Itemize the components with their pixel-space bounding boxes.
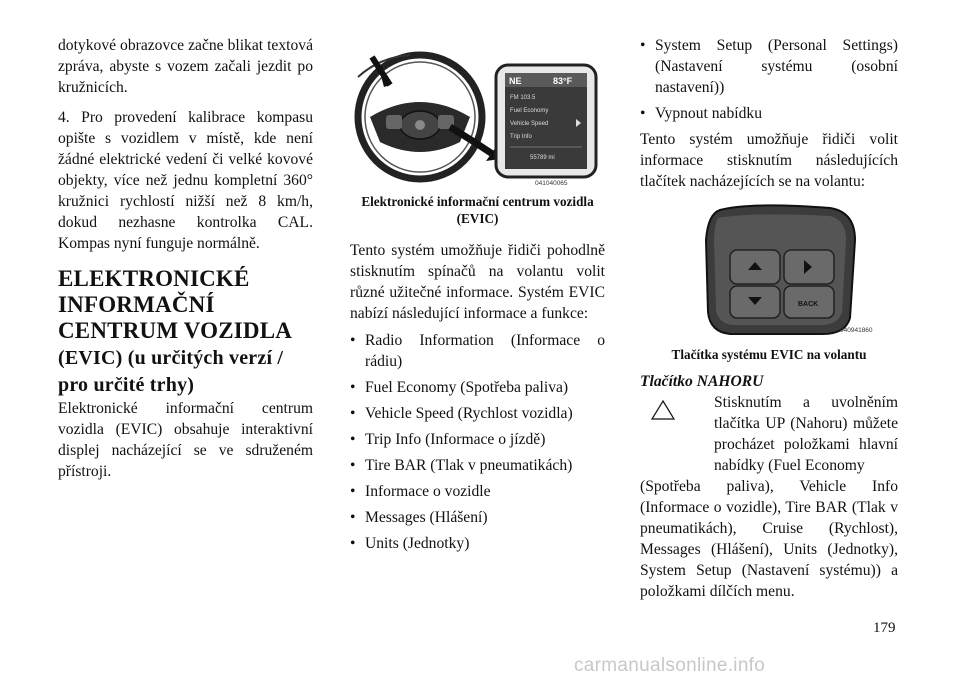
heading-line-3: CENTRUM VOZIDLA bbox=[58, 318, 293, 343]
paragraph-up-button-continued: (Spotřeba paliva), Vehicle Info (Informace o vozidle), Tire BAR (Tlak v pneumatikách), Cruise (Rychlost), Messages (Hlášení), Units (Jednotky), System Setup (Nastavení systému)) a položkami dílčích menu. bbox=[640, 478, 898, 600]
right-column bbox=[640, 0, 898, 602]
display-item-3: Vehicle Speed bbox=[510, 121, 549, 127]
evic-info-list-continued bbox=[640, 35, 898, 124]
subsection-heading: Tlačítko NAHORU bbox=[640, 373, 764, 390]
list-item: • Tire BAR (Tlak v pneumatikách) bbox=[350, 455, 605, 476]
display-temp: 83°F bbox=[553, 76, 573, 86]
display-odometer: 55789 mi bbox=[530, 155, 555, 161]
page-number: 179 bbox=[873, 620, 896, 636]
evic-info-list bbox=[350, 330, 605, 554]
section-heading bbox=[58, 266, 313, 398]
display-item-4: Trip Info bbox=[510, 134, 532, 140]
up-triangle-icon bbox=[650, 399, 676, 421]
figure-caption: Elektronické informační centrum vozidla (EVIC) bbox=[361, 194, 594, 226]
figure-caption: Tlačítka systému EVIC na volantu bbox=[671, 347, 867, 362]
list-item: • Informace o vozidle bbox=[350, 481, 605, 502]
paragraph-continued: dotykové obrazovce začne blikat textová zpráva, abyste s vozem začali jezdit po kružnicích. bbox=[58, 37, 313, 96]
watermark: carmanualsonline.info bbox=[574, 655, 766, 676]
evic-buttons-figure bbox=[690, 200, 873, 340]
heading-line-5: pro určité trhy) bbox=[58, 374, 195, 396]
paragraph-evic-functions: Tento systém umožňuje řidiči pohodlně stisknutím spínačů na volantu volit různé užitečné informace. Systém EVIC nabízí následující informace a funkce: bbox=[350, 242, 605, 322]
list-item: • Messages (Hlášení) bbox=[350, 507, 605, 528]
paragraph-up-button-indented: Stisknutím a uvolněním tlačítka UP (Nahoru) můžete procházet položkami hlavní nabídky (Fuel Economy bbox=[714, 394, 898, 474]
evic-figure bbox=[350, 47, 605, 187]
heading-line-4: (EVIC) (u určitých verzí / bbox=[58, 347, 284, 369]
back-label: BACK bbox=[798, 301, 819, 308]
figure-code: 040941860 bbox=[840, 327, 873, 334]
up-button-description bbox=[640, 392, 898, 476]
paragraph-calibration-step: 4. Pro provedení kalibrace kompasu opište s vozidlem v místě, kde není žádné elektrické vedení či velké kovové objekty, více než jednu kompletní 360° kružnici rychlostí nižší než 8 km/h, dokud nezhasne kontrolka CAL. Kompas nyní funguje normálně. bbox=[58, 109, 313, 252]
steering-wheel-illustration bbox=[350, 47, 605, 187]
list-item: • Fuel Economy (Spotřeba paliva) bbox=[350, 377, 605, 398]
left-column bbox=[58, 0, 313, 482]
paragraph-evic-intro: Elektronické informační centrum vozidla (EVIC) obsahuje interaktivní displej nacházející se ve sdruženém přístroji. bbox=[58, 400, 313, 480]
heading-line-1: ELEKTRONICKÉ bbox=[58, 266, 250, 291]
steering-buttons-illustration bbox=[690, 200, 890, 340]
display-heading: NE bbox=[509, 76, 522, 86]
list-item: • Trip Info (Informace o jízdě) bbox=[350, 429, 605, 450]
display-item-2: Fuel Economy bbox=[510, 108, 549, 114]
list-item: • Radio Information (Informace o rádiu) bbox=[350, 330, 605, 372]
display-item-1: FM 103.5 bbox=[510, 95, 536, 101]
heading-line-2: INFORMAČNÍ bbox=[58, 292, 215, 317]
paragraph-buttons-intro: Tento systém umožňuje řidiči volit informace stisknutím následujících tlačítek nacházejících se na volantu: bbox=[640, 131, 898, 190]
middle-column bbox=[350, 0, 605, 559]
figure-code: 041040065 bbox=[535, 180, 568, 187]
list-item: • Vypnout nabídku bbox=[640, 103, 898, 124]
list-item: • Vehicle Speed (Rychlost vozidla) bbox=[350, 403, 605, 424]
list-item: • System Setup (Personal Settings) (Nastavení systému (osobní nastavení)) bbox=[640, 35, 898, 98]
list-item: • Units (Jednotky) bbox=[350, 533, 605, 554]
